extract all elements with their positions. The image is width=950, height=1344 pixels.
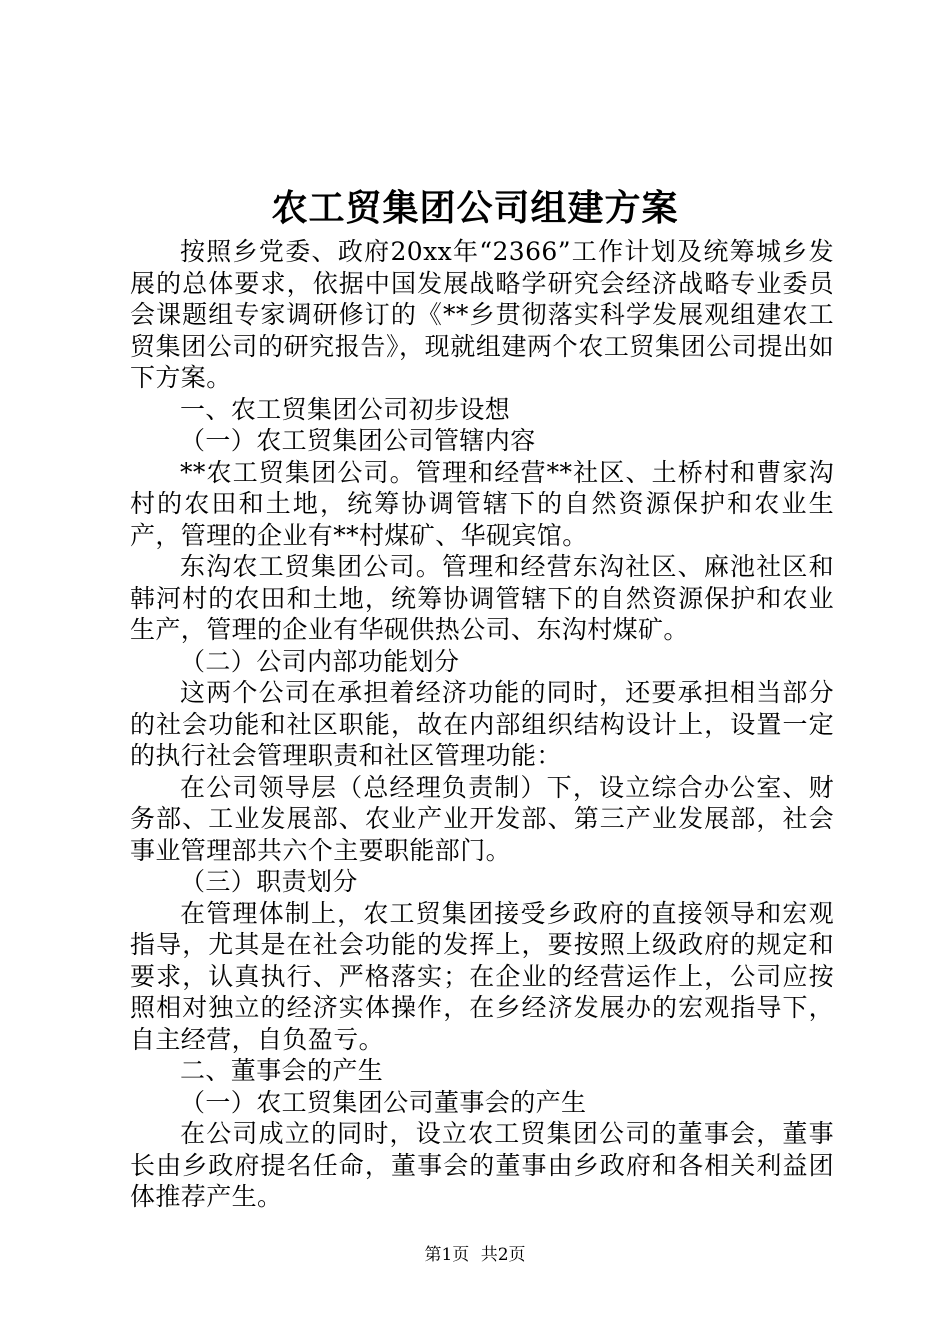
paragraph-company-1: **农工贸集团公司。管理和经营**社区、土桥村和曹家沟村的农田和土地，统筹协调管辖下的自然资源保护和农业生产，管理的企业有**村煤矿、华砚宾馆。 [130, 457, 834, 550]
subheading-1-2: （二）公司内部功能划分 [180, 646, 460, 676]
document-body [130, 236, 834, 1213]
document-title: 农工贸集团公司组建方案 [271, 187, 679, 229]
paragraph-responsibilities: 在管理体制上，农工贸集团接受乡政府的直接领导和宏观指导，尤其是在社会功能的发挥上，要按照上级政府的规定和要求，认真执行、严格落实；在企业的经营运作上，公司应按照相对独立的经济实体操作，在乡经济发展办的宏观指导下，自主经营，自负盈亏。 [130, 898, 834, 1054]
paragraph-intro: 按照乡党委、政府20xx年“2366”工作计划及统筹城乡发展的总体要求，依据中国发展战略学研究会经济战略专业委员会课题组专家调研修订的《**乡贯彻落实科学发展观组建农工贸集团公司的研究报告》，现就组建两个农工贸集团公司提出如下方案。 [130, 237, 834, 392]
subheading-2-1: （一）农工贸集团公司董事会的产生 [180, 1087, 587, 1117]
heading-section-1: 一、农工贸集团公司初步设想 [180, 394, 511, 424]
page-footer [0, 1244, 950, 1266]
page-number: 第1页 [424, 1245, 470, 1265]
subheading-1-1: （一）农工贸集团公司管辖内容 [180, 426, 536, 455]
subheading-1-3: （三）职责划分 [180, 867, 358, 896]
heading-section-2: 二、董事会的产生 [180, 1056, 384, 1085]
page-total: 共2页 [480, 1245, 526, 1265]
paragraph-functions: 这两个公司在承担着经济功能的同时，还要承担相当部分的社会功能和社区职能，故在内部组织结构设计上，设置一定的执行社会管理职责和社区管理功能： [130, 678, 834, 770]
paragraph-board: 在公司成立的同时，设立农工贸集团公司的董事会，董事长由乡政府提名任命，董事会的董事由乡政府和各相关利益团体推荐产生。 [130, 1119, 834, 1211]
paragraph-company-2: 东沟农工贸集团公司。管理和经营东沟社区、麻池社区和韩河村的农田和土地，统筹协调管辖下的自然资源保护和农业生产，管理的企业有华砚供热公司、东沟村煤矿。 [130, 552, 834, 644]
paragraph-departments: 在公司领导层（总经理负责制）下，设立综合办公室、财务部、工业发展部、农业产业开发部、第三产业发展部，社会事业管理部共六个主要职能部门。 [130, 772, 834, 865]
